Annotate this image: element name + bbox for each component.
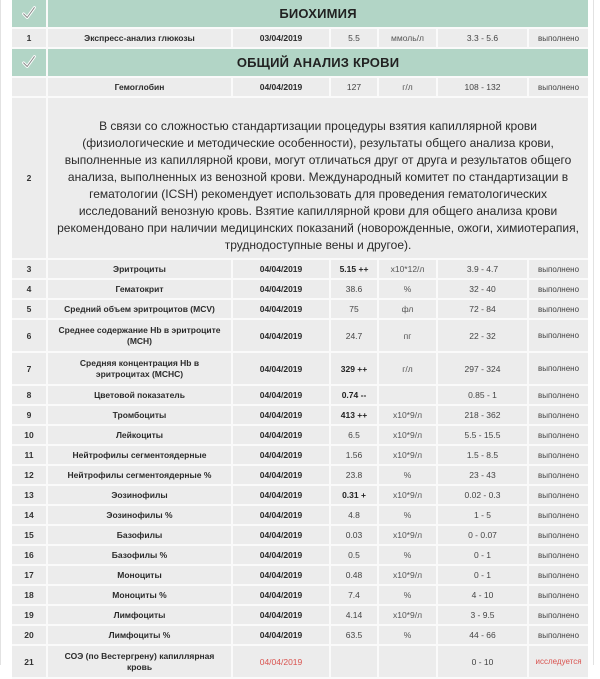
status: выполнено [528,625,588,645]
test-value: 4.14 [330,605,378,625]
test-unit: г/л [378,77,437,97]
status: выполнено [528,28,588,48]
row-number: 20 [12,625,47,645]
status: выполнено [528,585,588,605]
row-number: 18 [12,585,47,605]
test-date: 04/04/2019 [232,445,330,465]
capillary-blood-note: В связи со сложностью стандартизации процедуры взятия капиллярной крови (физиологические и методические особенности), результаты общего анализа крови, выполненные из капиллярной крови, могут отличаться друг от друга и результатов общего анализа, выполненных из венозной крови. Международный комитет по стандартизации в гематологии (ICSH) рекомендует использовать для проведения гематологических исследований венозную кровь. Взятие капиллярной крови для общего анализа крови рекомендовано при наличии медицинских показаний (новорожденные, ожоги, химиотерапия, труднодоступные вены и другое). [47,97,588,259]
test-date: 04/04/2019 [232,605,330,625]
table-row[interactable] [12,405,588,425]
test-name: Гемоглобин [47,77,232,97]
table-row[interactable] [12,28,588,48]
test-value: 0.74 -- [330,385,378,405]
test-name: Базофилы % [47,545,232,565]
test-date: 04/04/2019 [232,645,330,678]
reference-range: 0 - 0.07 [437,525,528,545]
row-number: 11 [12,445,47,465]
reference-range: 22 - 32 [437,319,528,352]
test-value: 75 [330,299,378,319]
test-name: СОЭ (по Вестергрену) капиллярная кровь [47,645,232,678]
table-row[interactable] [12,319,588,352]
status: исследуется [528,645,588,678]
test-value: 1.56 [330,445,378,465]
row-number: 17 [12,565,47,585]
test-unit: % [378,585,437,605]
row-number: 3 [12,259,47,279]
test-date: 04/04/2019 [232,405,330,425]
table-row[interactable] [12,485,588,505]
test-name: Эозинофилы [47,485,232,505]
test-name: Средняя концентрация Hb в эритроцитах (MCHC) [47,352,232,385]
test-name: Средний объем эритроцитов (MCV) [47,299,232,319]
test-value: 0.48 [330,565,378,585]
reference-range: 108 - 132 [437,77,528,97]
test-value: 24.7 [330,319,378,352]
test-name: Тромбоциты [47,405,232,425]
row-number [12,77,47,97]
test-date: 04/04/2019 [232,299,330,319]
test-name: Моноциты [47,565,232,585]
test-unit [378,645,437,678]
test-name: Эозинофилы % [47,505,232,525]
status: выполнено [528,565,588,585]
test-name: Эритроциты [47,259,232,279]
test-date: 04/04/2019 [232,385,330,405]
status: выполнено [528,505,588,525]
test-date: 04/04/2019 [232,525,330,545]
reference-range: 0 - 1 [437,565,528,585]
test-unit [378,385,437,405]
test-name: Гематокрит [47,279,232,299]
row-number: 9 [12,405,47,425]
reference-range: 44 - 66 [437,625,528,645]
test-value: 127 [330,77,378,97]
test-date: 04/04/2019 [232,465,330,485]
status: выполнено [528,385,588,405]
test-date: 04/04/2019 [232,505,330,525]
status: выполнено [528,485,588,505]
test-name: Нейтрофилы сегментоядерные [47,445,232,465]
reference-range: 1.5 - 8.5 [437,445,528,465]
test-unit: % [378,465,437,485]
status: выполнено [528,259,588,279]
row-number: 7 [12,352,47,385]
test-unit: x10*9/л [378,485,437,505]
table-row[interactable] [12,445,588,465]
table-row[interactable] [12,645,588,678]
test-value [330,645,378,678]
test-value: 0.03 [330,525,378,545]
test-date: 04/04/2019 [232,565,330,585]
test-value: 5.5 [330,28,378,48]
table-row[interactable] [12,77,588,97]
test-unit: % [378,505,437,525]
test-name: Базофилы [47,525,232,545]
test-name: Лейкоциты [47,425,232,445]
test-unit: x10*9/л [378,445,437,465]
test-unit: г/л [378,352,437,385]
status: выполнено [528,352,588,385]
reference-range: 3.3 - 5.6 [437,28,528,48]
test-date: 04/04/2019 [232,77,330,97]
status: выполнено [528,445,588,465]
reference-range: 3 - 9.5 [437,605,528,625]
test-value: 0.31 + [330,485,378,505]
test-name: Лимфоциты % [47,625,232,645]
row-number: 2 [12,97,47,259]
test-unit: % [378,625,437,645]
section-check-cell[interactable] [12,48,47,77]
table-row[interactable] [12,385,588,405]
test-date: 04/04/2019 [232,545,330,565]
test-unit: ммоль/л [378,28,437,48]
table-row[interactable] [12,259,588,279]
table-row[interactable] [12,465,588,485]
table-row[interactable] [12,545,588,565]
reference-range: 23 - 43 [437,465,528,485]
row-number: 1 [12,28,47,48]
row-number: 10 [12,425,47,445]
test-value: 329 ++ [330,352,378,385]
status: выполнено [528,425,588,445]
section-header-biochemistry [12,0,588,28]
row-number: 19 [12,605,47,625]
test-value: 5.15 ++ [330,259,378,279]
table-row[interactable] [12,605,588,625]
section-check-cell[interactable] [12,0,47,28]
section-title: БИОХИМИЯ [47,0,588,28]
row-number: 21 [12,645,47,678]
section-header-cbc [12,48,588,77]
test-unit: x10*9/л [378,525,437,545]
table-row[interactable] [12,625,588,645]
test-date: 04/04/2019 [232,585,330,605]
test-unit: x10*9/л [378,405,437,425]
reference-range: 32 - 40 [437,279,528,299]
test-name: Моноциты % [47,585,232,605]
row-number: 6 [12,319,47,352]
status: выполнено [528,605,588,625]
test-unit: % [378,279,437,299]
table-row[interactable] [12,505,588,525]
status: выполнено [528,77,588,97]
row-number: 14 [12,505,47,525]
test-date: 04/04/2019 [232,259,330,279]
reference-range: 0.85 - 1 [437,385,528,405]
reference-range: 297 - 324 [437,352,528,385]
test-value: 413 ++ [330,405,378,425]
row-number: 5 [12,299,47,319]
reference-range: 4 - 10 [437,585,528,605]
test-value: 23.8 [330,465,378,485]
reference-range: 5.5 - 15.5 [437,425,528,445]
reference-range: 0.02 - 0.3 [437,485,528,505]
table-row[interactable] [12,525,588,545]
section-title: ОБЩИЙ АНАЛИЗ КРОВИ [47,48,588,77]
reference-range: 3.9 - 4.7 [437,259,528,279]
test-date: 04/04/2019 [232,485,330,505]
status: выполнено [528,545,588,565]
status: выполнено [528,279,588,299]
note-row [12,97,588,259]
status: выполнено [528,405,588,425]
reference-range: 0 - 10 [437,645,528,678]
test-value: 0.5 [330,545,378,565]
table-row[interactable] [12,299,588,319]
test-date: 04/04/2019 [232,425,330,445]
test-name: Цветовой показатель [47,385,232,405]
reference-range: 218 - 362 [437,405,528,425]
test-unit: x10*9/л [378,605,437,625]
status: выполнено [528,319,588,352]
lab-results-table [12,0,588,679]
test-value: 38.6 [330,279,378,299]
test-date: 04/04/2019 [232,352,330,385]
row-number: 16 [12,545,47,565]
status: выполнено [528,525,588,545]
test-name: Среднее содержание Hb в эритроците (MCH) [47,319,232,352]
test-unit: x10*9/л [378,425,437,445]
test-unit: % [378,545,437,565]
row-number: 13 [12,485,47,505]
test-date: 04/04/2019 [232,625,330,645]
test-name: Лимфоциты [47,605,232,625]
test-date: 04/04/2019 [232,279,330,299]
test-unit: x10*12/л [378,259,437,279]
test-date: 03/04/2019 [232,28,330,48]
check-icon[interactable] [20,53,38,71]
test-value: 6.5 [330,425,378,445]
status: выполнено [528,465,588,485]
reference-range: 1 - 5 [437,505,528,525]
reference-range: 72 - 84 [437,299,528,319]
test-name: Экспресс-анализ глюкозы [47,28,232,48]
table-row[interactable] [12,352,588,385]
reference-range: 0 - 1 [437,545,528,565]
table-row[interactable] [12,565,588,585]
table-row[interactable] [12,425,588,445]
table-row[interactable] [12,585,588,605]
test-unit: x10*9/л [378,565,437,585]
row-number: 15 [12,525,47,545]
table-row[interactable] [12,279,588,299]
row-number: 4 [12,279,47,299]
test-name: Нейтрофилы сегментоядерные % [47,465,232,485]
row-number: 12 [12,465,47,485]
test-date: 04/04/2019 [232,319,330,352]
check-icon[interactable] [20,4,38,22]
test-unit: пг [378,319,437,352]
test-value: 7.4 [330,585,378,605]
row-number: 8 [12,385,47,405]
test-unit: фл [378,299,437,319]
test-value: 4.8 [330,505,378,525]
test-value: 63.5 [330,625,378,645]
status: выполнено [528,299,588,319]
